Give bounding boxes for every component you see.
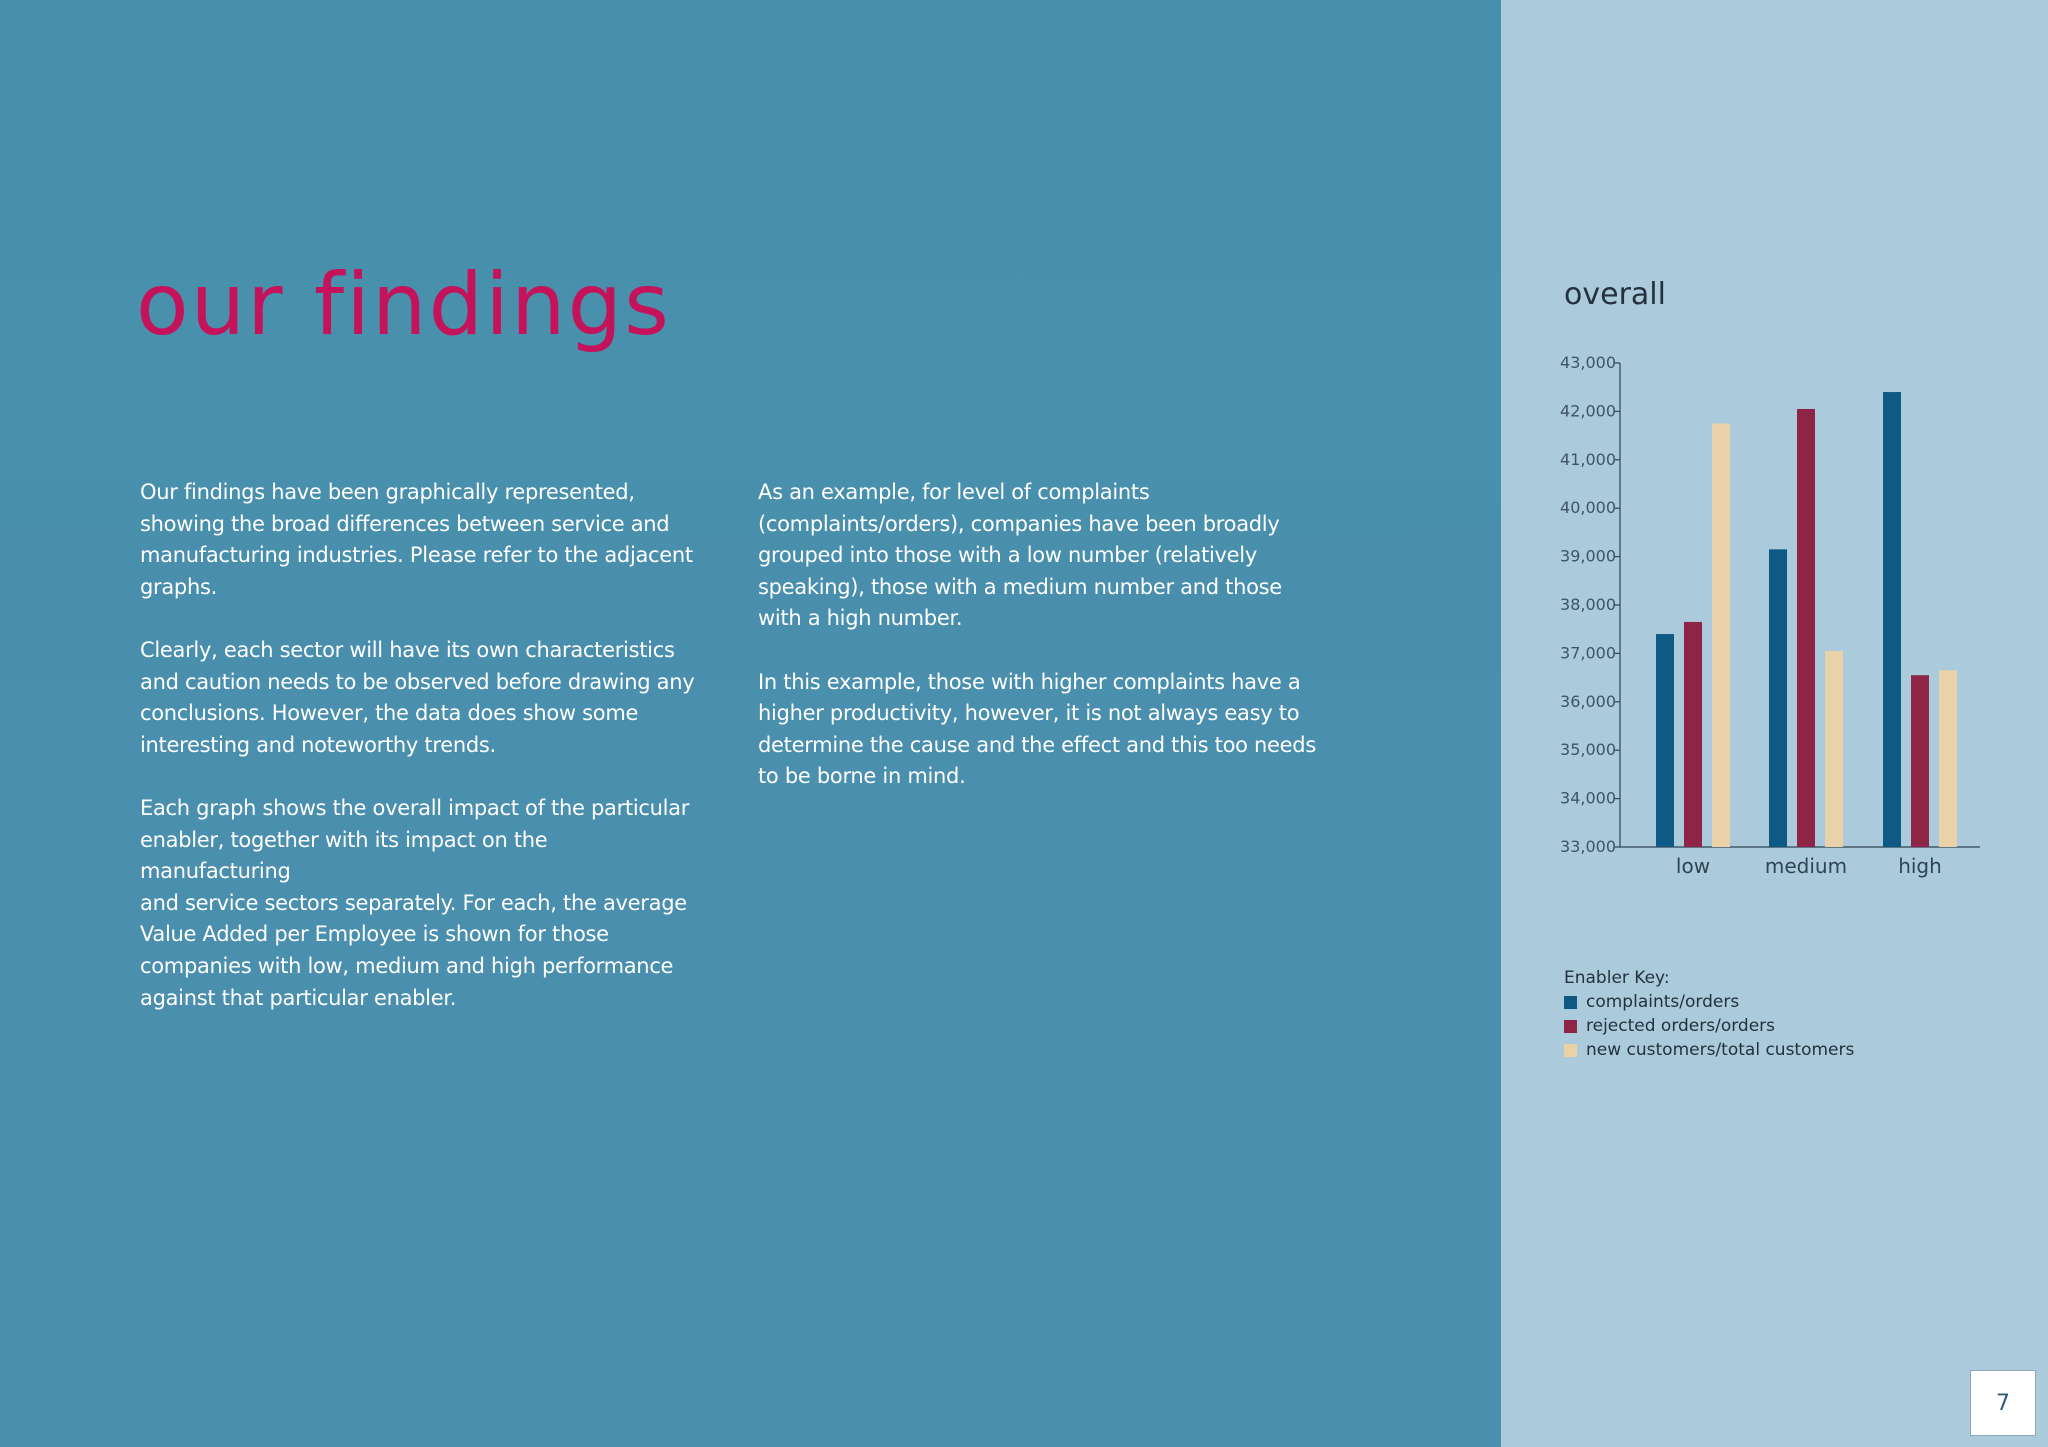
y-tick-label: 37,000 xyxy=(1560,643,1616,663)
y-tick-label: 41,000 xyxy=(1560,449,1616,469)
y-tick-label: 38,000 xyxy=(1560,595,1616,614)
bar xyxy=(1656,634,1674,847)
page-title: our findings xyxy=(136,255,671,355)
paragraph: Clearly, each sector will have its own characteristics and caution needs to be observed before drawing any conclusions. However, the data does show some interesting and noteworthy trends. xyxy=(140,637,695,757)
bar xyxy=(1684,622,1702,847)
y-tick-label: 43,000 xyxy=(1560,353,1616,372)
chart-title: overall xyxy=(1564,277,1666,312)
legend-swatch xyxy=(1564,1044,1577,1057)
category-label: medium xyxy=(1764,854,1848,878)
y-tick-label: 39,000 xyxy=(1560,546,1616,566)
category-label: low xyxy=(1675,854,1711,878)
y-tick-label: 42,000 xyxy=(1560,401,1616,421)
y-tick-label: 33,000 xyxy=(1560,837,1616,856)
legend-label: rejected orders/orders xyxy=(1586,1016,1776,1036)
legend xyxy=(1564,966,1854,1062)
bar xyxy=(1883,392,1901,847)
legend-swatch xyxy=(1564,1020,1577,1033)
bar xyxy=(1825,651,1843,847)
legend-item xyxy=(1564,1038,1854,1062)
bar xyxy=(1911,675,1929,847)
y-tick-label: 34,000 xyxy=(1560,788,1616,808)
paragraph: In this example, those with higher complaints have a higher productivity, however, it is not always easy to determine the cause and the effect and this too needs to be borne in mind. xyxy=(758,669,1316,789)
page-number: 7 xyxy=(1970,1370,2036,1436)
bar xyxy=(1712,424,1730,848)
paragraph: Each graph shows the overall impact of the particular enabler, together with its impact on the manufacturing and service sectors separately. For each, the average Value Added per Employee is shown for those companies with low, medium and high performance against that particular enabler. xyxy=(140,795,690,1010)
category-label: high xyxy=(1898,854,1942,878)
bar xyxy=(1769,549,1787,847)
paragraph: As an example, for level of complaints (complaints/orders), companies have been broadly grouped into those with a low number (relatively speaking), those with a medium number and those with a high number. xyxy=(758,480,1282,631)
legend-item xyxy=(1564,1014,1854,1038)
legend-title: Enabler Key: xyxy=(1564,968,1670,988)
bar xyxy=(1797,409,1815,847)
legend-label: complaints/orders xyxy=(1586,992,1740,1012)
y-tick-label: 36,000 xyxy=(1560,691,1616,711)
bar xyxy=(1939,670,1957,847)
legend-label: new customers/total customers xyxy=(1586,1040,1855,1060)
paragraph: Our findings have been graphically represented, showing the broad differences between service and manufacturing industries. Please refer to the adjacent graphs. xyxy=(140,480,693,599)
y-tick-label: 35,000 xyxy=(1560,740,1616,760)
y-tick-label: 40,000 xyxy=(1560,498,1616,518)
legend-swatch xyxy=(1564,996,1577,1009)
legend-item xyxy=(1564,990,1854,1014)
